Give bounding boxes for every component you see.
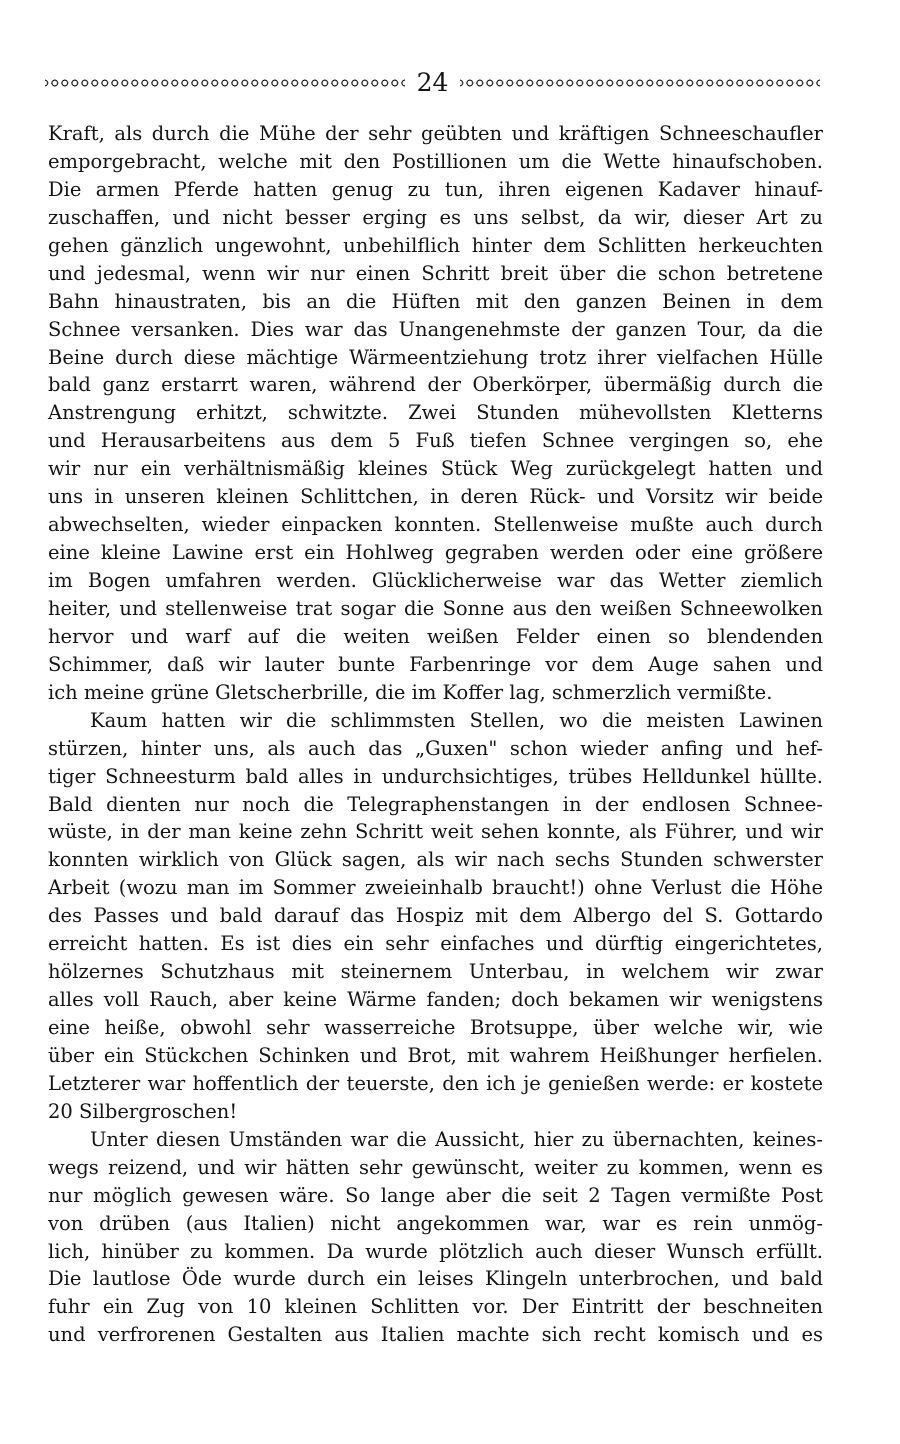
- text-line: Arbeit (wozu man im Sommer zweieinhalb braucht!) ohne Verlust die Höhe: [48, 876, 823, 900]
- text-line: eine kleine Lawine erst ein Hohlweg gegraben werden oder eine größere: [48, 541, 823, 565]
- text-line: wüste, in der man keine zehn Schritt weit sehen konnte, als Führer, und wir: [48, 820, 823, 844]
- text-line: tiger Schneesturm bald alles in undurchsichtiges, trübes Helldunkel hüllte.: [48, 764, 823, 788]
- text-line: im Bogen umfahren werden. Glücklicherweise war das Wetter ziemlich: [48, 569, 823, 592]
- ornament-left: [45, 78, 405, 88]
- text-line: konnten wirklich von Glück sagen, als wir nach sechs Stunden schwerster: [48, 848, 823, 872]
- text-line: zuschaffen, und nicht besser erging es uns selbst, da wir, dieser Art zu: [48, 205, 823, 229]
- text-line: lich, hinüber zu kommen. Da wurde plötzlich auch dieser Wunsch erfüllt.: [48, 1239, 823, 1263]
- text-line: hervor und warf auf die weiten weißen Felder einen so blendenden: [48, 624, 823, 648]
- text-line: abwechselten, wieder einpacken konnten. Stellenweise mußte auch durch: [48, 513, 823, 537]
- text-line: stürzen, hinter uns, als auch das „Guxen" schon wieder anfing und hef-: [48, 736, 823, 760]
- body-text: [48, 120, 823, 1349]
- text-line: eine heiße, obwohl sehr wasserreiche Brotsuppe, über welche wir, wie: [48, 1016, 823, 1039]
- text-line: Schimmer, daß wir lauter bunte Farbenringe vor dem Auge sahen und: [48, 652, 823, 676]
- text-line: 20 Silbergroschen!: [48, 1099, 238, 1123]
- text-line: alles voll Rauch, aber keine Wärme fanden; doch bekamen wir wenigstens: [48, 988, 823, 1012]
- text-line: Bahn hinaustraten, bis an die Hüften mit den ganzen Beinen in dem: [48, 289, 823, 313]
- text-line: und jedesmal, wenn wir nur einen Schritt breit über die schon betretene: [48, 261, 823, 285]
- text-line: Bald dienten nur noch die Telegraphenstangen in der endlosen Schnee-: [48, 792, 823, 816]
- text-line: bald ganz erstarrt waren, während der Oberkörper, übermäßig durch die: [48, 373, 823, 397]
- text-line: Anstrengung erhitzt, schwitzte. Zwei Stunden mühevollsten Kletterns: [48, 401, 823, 425]
- text-line: und verfrorenen Gestalten aus Italien machte sich recht komisch und es: [48, 1323, 823, 1347]
- text-line: über ein Stückchen Schinken und Brot, mit wahrem Heißhunger herfielen.: [48, 1043, 823, 1067]
- text-line: heiter, und stellenweise trat sogar die Sonne aus den weißen Schneewolken: [48, 596, 823, 620]
- text-line: Beine durch diese mächtige Wärmeentziehung trotz ihrer vielfachen Hülle: [48, 345, 823, 369]
- text-line: von drüben (aus Italien) nicht angekommen war, war es rein unmög-: [48, 1211, 823, 1235]
- ornament-right: [460, 78, 820, 88]
- text-line: Kraft, als durch die Mühe der sehr geübten und kräftigen Schneeschaufler: [48, 122, 823, 145]
- paragraph: [48, 120, 823, 707]
- text-line: Die lautlose Öde wurde durch ein leises Klingeln unterbrochen, und bald: [48, 1267, 823, 1291]
- text-line: erreicht hatten. Es ist dies ein sehr einfaches und dürftig eingerichtetes,: [48, 932, 823, 956]
- page-header: [45, 68, 820, 98]
- paragraph: [48, 1126, 823, 1350]
- text-line: wegs reizend, und wir hätten sehr gewünscht, weiter zu kommen, wenn es: [48, 1155, 823, 1179]
- page-number: 24: [416, 68, 449, 97]
- text-line: und Herausarbeitens aus dem 5 Fuß tiefen Schnee vergingen so, ehe: [48, 429, 823, 453]
- text-line: nur möglich gewesen wäre. So lange aber die seit 2 Tagen vermißte Post: [48, 1183, 823, 1207]
- text-line: wir nur ein verhältnismäßig kleines Stück Weg zurückgelegt hatten und: [48, 457, 823, 481]
- text-line: fuhr ein Zug von 10 kleinen Schlitten vor. Der Eintritt der beschneiten: [48, 1295, 823, 1319]
- paragraph: [48, 707, 823, 1126]
- text-line: uns in unseren kleinen Schlittchen, in deren Rück- und Vorsitz wir beide: [48, 485, 823, 509]
- text-line: Schnee versanken. Dies war das Unangenehmste der ganzen Tour, da die: [48, 317, 823, 341]
- text-line: emporgebracht, welche mit den Postillionen um die Wette hinaufschoben.: [48, 149, 823, 173]
- text-line: Letzterer war hoffentlich der teuerste, den ich je genießen werde: er kostete: [48, 1071, 823, 1095]
- text-line: des Passes und bald darauf das Hospiz mit dem Albergo del S. Gottardo: [48, 904, 823, 928]
- text-line: ich meine grüne Gletscherbrille, die im Koffer lag, schmerzlich vermißte.: [48, 680, 773, 704]
- text-line: Unter diesen Umständen war die Aussicht, hier zu übernachten, keines-: [90, 1127, 823, 1151]
- text-line: gehen gänzlich ungewohnt, unbehilflich hinter dem Schlitten herkeuchten: [48, 233, 823, 257]
- text-line: Die armen Pferde hatten genug zu tun, ihren eigenen Kadaver hinauf-: [48, 177, 823, 201]
- text-line: hölzernes Schutzhaus mit steinernem Unterbau, in welchem wir zwar: [48, 960, 823, 984]
- text-line: Kaum hatten wir die schlimmsten Stellen, wo die meisten Lawinen: [90, 708, 823, 732]
